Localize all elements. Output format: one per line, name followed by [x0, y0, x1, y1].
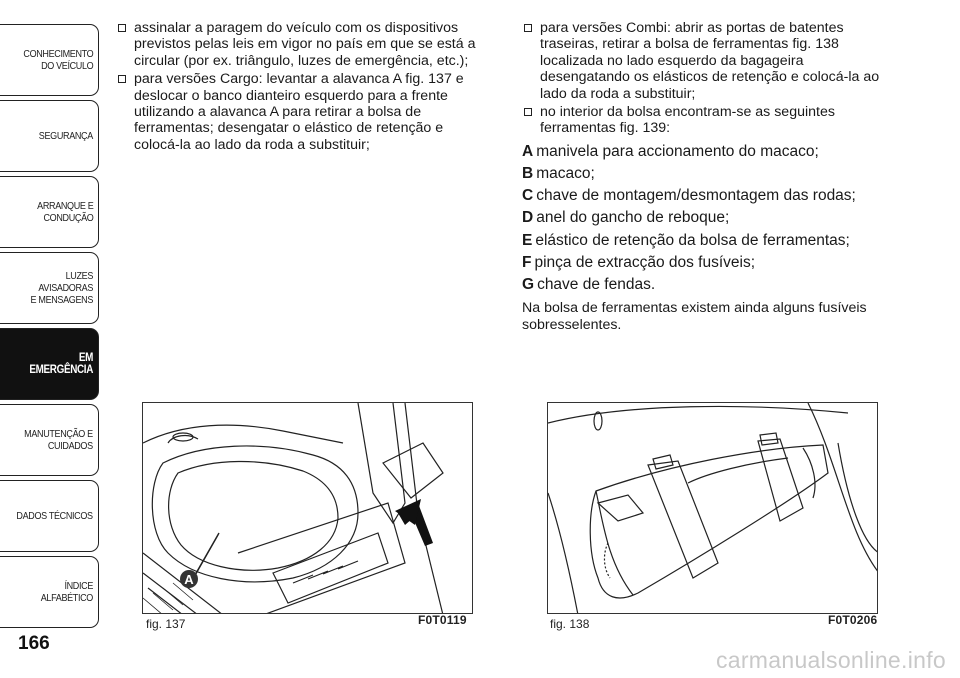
list-item: assinalar a paragem do veículo com os dispositivos previstos pelas leis em vigor no país em que se está a circular (por ex. triângulo, luzes de emergência, etc.);	[116, 20, 488, 69]
tab-luzes-avisadoras[interactable]: LUZES AVISADORAS E MENSAGENS	[0, 252, 99, 324]
page-number: 166	[18, 633, 50, 654]
tab-em-emergencia[interactable]: EM EMERGÊNCIA	[0, 328, 99, 400]
checkbox-bullet-icon	[118, 24, 126, 32]
tool-item: G chave de fendas.	[522, 276, 656, 294]
figure-137-caption: fig. 137	[146, 617, 186, 631]
callout-a-label: A	[184, 572, 194, 587]
left-column	[116, 20, 488, 155]
tool-item: E elástico de retenção da bolsa de ferramentas;	[522, 231, 850, 249]
tab-arranque-e-conducao[interactable]: ARRANQUE E CONDUÇÃO	[0, 176, 99, 248]
tool-item: D anel do gancho de reboque;	[522, 209, 730, 227]
figure-137-seat-illustration	[142, 402, 473, 614]
right-column	[522, 20, 894, 333]
checkbox-bullet-icon	[524, 24, 532, 32]
tool-item: C chave de montagem/desmontagem das rodas;	[522, 187, 856, 205]
tab-dados-tecnicos[interactable]: DADOS TÉCNICOS	[0, 480, 99, 552]
tool-item: B macaco;	[522, 165, 595, 183]
figure-138-caption: fig. 138	[550, 617, 590, 631]
note-text: Na bolsa de ferramentas existem ainda alguns fusíveis sobresselentes.	[522, 300, 867, 333]
checkbox-bullet-icon	[524, 108, 532, 116]
tab-conhecimento-do-veiculo[interactable]: CONHECIMENTO DO VEÍCULO	[0, 24, 99, 96]
chapter-sidebar	[0, 0, 100, 640]
figure-137-code: F0T0119	[418, 613, 467, 627]
list-item: para versões Combi: abrir as portas de batentes traseiras, retirar a bolsa de ferramentas fig. 138 localizada no lado esquerdo da bagageira desengatando os elásticos de retenção e colocá-la ao lado da roda a substituir;	[522, 20, 894, 102]
tab-indice-alfabetico[interactable]: ÍNDICE ALFABÉTICO	[0, 556, 99, 628]
figure-138-code: F0T0206	[828, 613, 878, 627]
toolbag-drawing	[548, 403, 878, 614]
list-item: para versões Cargo: levantar a alavanca A fig. 137 e deslocar o banco dianteiro esquerdo para a frente utilizando a alavanca A para retirar a bolsa de ferramentas; desengatar o elástico de retenção e colocá-la ao lado da roda a substituir;	[116, 71, 488, 153]
seat-drawing	[143, 403, 473, 614]
tool-item: F pinça de extracção dos fusíveis;	[522, 253, 756, 271]
tool-item: A manivela para accionamento do macaco;	[522, 142, 819, 160]
list-item: no interior da bolsa encontram-se as seguintes ferramentas fig. 139:	[522, 104, 894, 137]
watermark: carmanualsonline.info	[715, 647, 946, 673]
figure-138-toolbag-illustration	[547, 402, 878, 614]
tool-list	[522, 141, 894, 296]
tab-seguranca[interactable]: SEGURANÇA	[0, 100, 99, 172]
checkbox-bullet-icon	[118, 75, 126, 83]
tab-manutencao-e-cuidados[interactable]: MANUTENÇÃO E CUIDADOS	[0, 404, 99, 476]
